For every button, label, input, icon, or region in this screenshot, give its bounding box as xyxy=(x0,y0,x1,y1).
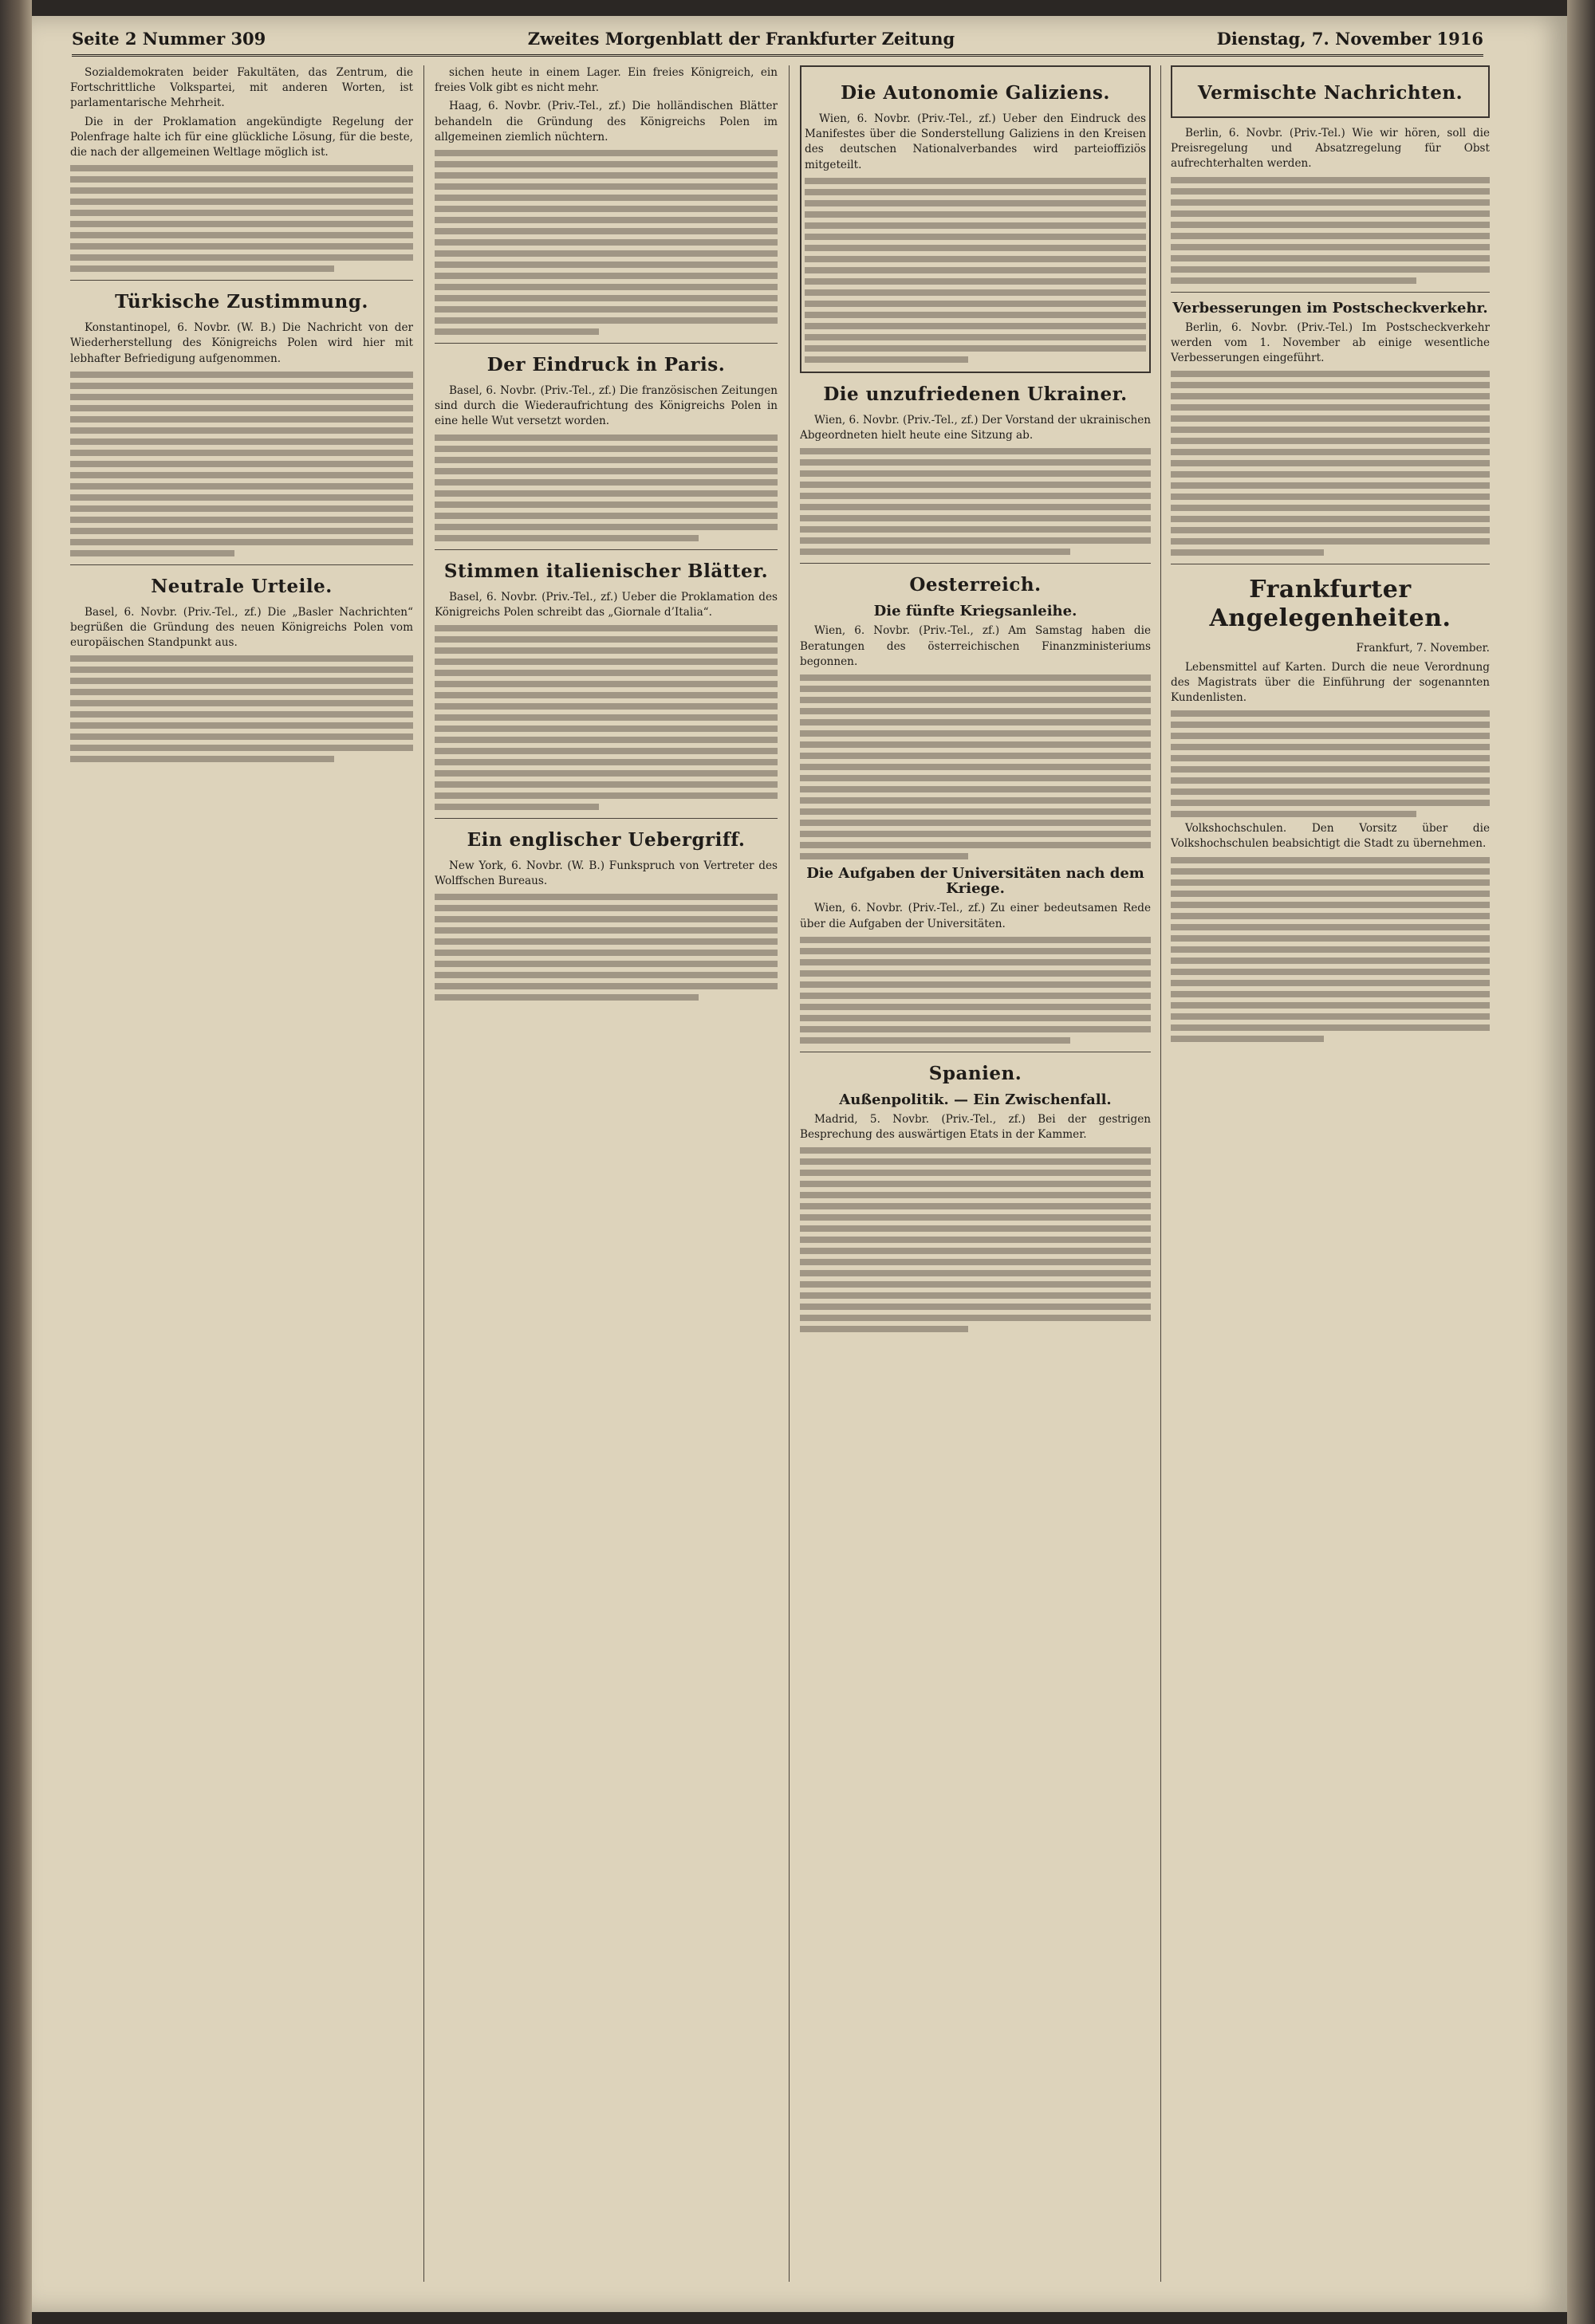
text-line xyxy=(800,549,1070,555)
text-line xyxy=(805,267,1146,273)
filler-text xyxy=(800,1147,1151,1332)
text-line xyxy=(435,670,778,676)
article-text: Berlin, 6. Novbr. (Priv.-Tel.) Im Postscheckverkehr werden vom 1. November ab einige wesentliche Verbesserungen eingeführt. xyxy=(1171,320,1490,365)
boxed-article xyxy=(800,65,1151,373)
text-line xyxy=(800,504,1151,510)
article-text: Madrid, 5. Novbr. (Priv.-Tel., zf.) Bei der gestrigen Besprechung des auswärtigen Etats in der Kammer. xyxy=(800,1113,1151,1142)
page-edge xyxy=(1567,0,1595,2324)
text-line xyxy=(435,328,599,335)
text-line xyxy=(1171,924,1490,930)
text-line xyxy=(800,470,1151,477)
text-line xyxy=(800,448,1151,454)
text-line xyxy=(1171,913,1490,919)
text-line xyxy=(1171,755,1490,761)
text-line xyxy=(70,483,413,490)
text-line xyxy=(1171,449,1490,455)
text-line xyxy=(435,206,778,212)
text-line xyxy=(800,993,1151,999)
filler-text xyxy=(70,372,413,556)
text-line xyxy=(800,1004,1151,1010)
text-line xyxy=(800,1326,968,1332)
text-line xyxy=(435,972,778,978)
text-line xyxy=(800,786,1151,792)
text-line xyxy=(800,797,1151,804)
filler-text xyxy=(800,448,1151,555)
text-line xyxy=(435,927,778,934)
text-line xyxy=(805,345,1146,352)
text-line xyxy=(435,468,778,474)
column-rule xyxy=(789,65,790,2282)
filler-text xyxy=(70,165,413,272)
text-line xyxy=(435,792,778,799)
subheadline: Die Aufgaben der Universitäten nach dem Kriege. xyxy=(806,865,1144,898)
text-line xyxy=(435,195,778,201)
text-line xyxy=(800,1304,1151,1310)
article-text: Berlin, 6. Novbr. (Priv.-Tel.) Wie wir hören, soll die Preisregelung und Absatzregelung für Obst aufrechterhalten werden. xyxy=(1171,127,1490,171)
text-line xyxy=(435,513,778,519)
text-line xyxy=(435,284,778,290)
text-line xyxy=(435,681,778,687)
text-line xyxy=(435,983,778,989)
text-line xyxy=(1171,811,1416,817)
text-line xyxy=(1171,438,1490,444)
headline: Stimmen italienischer Blätter. xyxy=(443,560,769,582)
filler-text xyxy=(800,937,1151,1044)
text-line xyxy=(1171,788,1490,795)
text-line xyxy=(1171,857,1490,863)
text-line xyxy=(800,853,968,859)
text-line xyxy=(435,150,778,156)
text-line xyxy=(800,1147,1151,1154)
text-line xyxy=(435,770,778,777)
text-line xyxy=(800,764,1151,770)
text-line xyxy=(435,759,778,765)
text-line xyxy=(70,199,413,205)
subheadline: Außenpolitik. — Ein Zwischenfall. xyxy=(839,1091,1112,1108)
text-line xyxy=(1171,255,1490,261)
column-rule xyxy=(423,65,424,2282)
text-line xyxy=(800,1015,1151,1021)
text-line xyxy=(435,703,778,710)
text-line xyxy=(800,1203,1151,1209)
binding-gutter xyxy=(0,0,32,2324)
text-line xyxy=(70,405,413,411)
text-line xyxy=(70,667,413,673)
text-line xyxy=(435,172,778,179)
text-line xyxy=(800,674,1151,681)
text-line xyxy=(70,722,413,729)
text-line xyxy=(805,312,1146,318)
text-line xyxy=(1171,266,1490,273)
text-line xyxy=(800,1248,1151,1254)
text-line xyxy=(1171,1036,1324,1042)
text-line xyxy=(805,222,1146,229)
text-line xyxy=(70,678,413,684)
text-line xyxy=(1171,549,1324,556)
text-line xyxy=(435,916,778,922)
text-line xyxy=(70,210,413,216)
text-line xyxy=(805,334,1146,340)
headline: Frankfurter Angelegenheiten. xyxy=(1209,576,1451,633)
filler-text xyxy=(435,894,778,1001)
headline: Neutrale Urteile. xyxy=(151,575,333,597)
text-line xyxy=(435,659,778,665)
text-line xyxy=(1171,538,1490,545)
text-line xyxy=(800,1270,1151,1276)
text-line xyxy=(1171,1002,1490,1009)
text-line xyxy=(1171,482,1490,489)
text-line xyxy=(1171,946,1490,953)
text-line xyxy=(435,479,778,486)
text-line xyxy=(805,178,1146,184)
filler-text xyxy=(435,625,778,810)
filler-text xyxy=(1171,177,1490,284)
article-text: New York, 6. Novbr. (W. B.) Funkspruch von Vertreter des Wolffschen Bureaus. xyxy=(435,859,778,888)
page-number: Seite 2 Nummer 309 xyxy=(72,28,266,49)
text-line xyxy=(70,427,413,434)
column-rule xyxy=(1160,65,1161,2282)
text-line xyxy=(800,708,1151,714)
issue-date: Dienstag, 7. November 1916 xyxy=(1216,28,1483,49)
text-line xyxy=(800,493,1151,499)
text-line xyxy=(1171,969,1490,975)
text-line xyxy=(805,189,1146,195)
text-line xyxy=(1171,744,1490,750)
text-line xyxy=(805,245,1146,251)
text-line xyxy=(800,959,1151,965)
text-line xyxy=(70,243,413,250)
text-line xyxy=(800,1192,1151,1198)
text-line xyxy=(70,187,413,194)
text-line xyxy=(435,714,778,721)
text-line xyxy=(800,1158,1151,1165)
text-line xyxy=(805,356,968,363)
text-line xyxy=(1171,1024,1490,1031)
text-line xyxy=(800,937,1151,943)
text-line xyxy=(800,981,1151,988)
text-line xyxy=(70,394,413,400)
headline: Die unzufriedenen Ukrainer. xyxy=(823,383,1128,405)
text-line xyxy=(435,636,778,643)
text-line xyxy=(1171,210,1490,217)
headline: Ein englischer Uebergriff. xyxy=(467,829,746,851)
text-line xyxy=(800,1225,1151,1232)
text-line xyxy=(435,781,778,788)
text-line xyxy=(435,228,778,234)
text-line xyxy=(1171,722,1490,728)
headline: Der Eindruck in Paris. xyxy=(486,354,726,376)
text-line xyxy=(435,625,778,631)
text-line xyxy=(1171,199,1490,206)
text-line xyxy=(800,1259,1151,1265)
text-line xyxy=(70,711,413,718)
text-line xyxy=(435,894,778,900)
text-line xyxy=(70,450,413,456)
text-line xyxy=(800,1037,1070,1044)
text-line xyxy=(435,905,778,911)
text-line xyxy=(435,804,599,810)
text-line xyxy=(70,505,413,512)
filler-text xyxy=(805,178,1146,363)
article-text: Basel, 6. Novbr. (Priv.-Tel., zf.) Die französischen Zeitungen sind durch die Wiederaufrichtung des Königreichs Polen in eine helle Wut versetzt worden. xyxy=(435,384,778,428)
dateline: Frankfurt, 7. November. xyxy=(1356,642,1490,655)
subheadline: Verbesserungen im Postscheckverkehr. xyxy=(1172,299,1488,317)
text-line xyxy=(1171,188,1490,195)
filler-text xyxy=(1171,857,1490,1042)
text-line xyxy=(435,317,778,324)
text-line xyxy=(800,482,1151,488)
text-line xyxy=(800,730,1151,737)
text-line xyxy=(800,697,1151,703)
text-line xyxy=(435,501,778,508)
text-line xyxy=(1171,516,1490,522)
text-line xyxy=(1171,222,1490,228)
text-line xyxy=(1171,527,1490,533)
text-line xyxy=(1171,777,1490,784)
text-line xyxy=(800,1181,1151,1187)
text-line xyxy=(1171,991,1490,997)
text-line xyxy=(800,741,1151,748)
text-line xyxy=(800,820,1151,826)
text-line xyxy=(800,775,1151,781)
text-line xyxy=(800,686,1151,692)
newspaper-title: Zweites Morgenblatt der Frankfurter Zeitung xyxy=(527,28,955,49)
text-line xyxy=(1171,800,1490,806)
text-line xyxy=(70,539,413,545)
text-line xyxy=(1171,766,1490,773)
text-line xyxy=(70,176,413,183)
text-line xyxy=(1171,415,1490,422)
text-line xyxy=(805,278,1146,285)
text-line xyxy=(70,472,413,478)
text-line xyxy=(1171,427,1490,433)
text-line xyxy=(800,831,1151,837)
column-2 xyxy=(435,65,778,2282)
text-line xyxy=(70,745,413,751)
text-line xyxy=(1171,244,1490,250)
text-line xyxy=(70,550,234,556)
text-line xyxy=(435,748,778,754)
article-text: Lebensmittel auf Karten. Durch die neue Verordnung des Magistrats über die Einführung der sogenannten Kundenlisten. xyxy=(1171,660,1490,705)
text-line xyxy=(435,938,778,945)
filler-text xyxy=(435,435,778,541)
text-line xyxy=(1171,733,1490,739)
headline: Spanien. xyxy=(928,1062,1022,1084)
column-3 xyxy=(800,65,1151,2282)
text-line xyxy=(435,295,778,301)
headline: Die Autonomie Galiziens. xyxy=(841,82,1110,104)
text-line xyxy=(1171,382,1490,388)
text-line xyxy=(435,961,778,967)
text-line xyxy=(435,446,778,452)
text-line xyxy=(435,994,699,1001)
text-line xyxy=(70,655,413,662)
text-line xyxy=(800,753,1151,759)
text-line xyxy=(70,733,413,740)
text-line xyxy=(435,306,778,313)
text-line xyxy=(1171,902,1490,908)
text-line xyxy=(70,700,413,706)
text-line xyxy=(800,948,1151,954)
article-text: Konstantinopel, 6. Novbr. (W. B.) Die Nachricht von der Wiederherstellung des Königreichs Polen wird hier mit lebhafter Befriedigung aufgenommen. xyxy=(70,321,413,365)
text-line xyxy=(800,515,1151,521)
filler-text xyxy=(1171,710,1490,817)
text-line xyxy=(435,261,778,268)
text-line xyxy=(805,301,1146,307)
text-line xyxy=(800,808,1151,815)
text-line xyxy=(800,459,1151,466)
text-line xyxy=(800,1026,1151,1032)
text-line xyxy=(1171,277,1416,284)
text-line xyxy=(70,232,413,238)
text-line xyxy=(435,217,778,223)
text-line xyxy=(70,416,413,423)
text-line xyxy=(805,323,1146,329)
masthead xyxy=(72,22,1483,57)
text-line xyxy=(800,1170,1151,1176)
subheadline: Die fünfte Kriegsanleihe. xyxy=(873,603,1077,620)
text-line xyxy=(70,383,413,389)
text-line xyxy=(70,165,413,171)
article-text: sichen heute in einem Lager. Ein freies Königreich, ein freies Volk gibt es nicht mehr. xyxy=(435,66,778,95)
text-line xyxy=(435,457,778,463)
filler-text xyxy=(1171,371,1490,556)
text-line xyxy=(800,1214,1151,1221)
text-line xyxy=(435,435,778,441)
text-line xyxy=(800,1315,1151,1321)
text-line xyxy=(1171,505,1490,511)
text-line xyxy=(435,524,778,530)
text-line xyxy=(1171,177,1490,183)
text-line xyxy=(1171,1013,1490,1020)
text-line xyxy=(435,950,778,956)
column-4 xyxy=(1171,65,1490,2282)
text-line xyxy=(800,719,1151,726)
text-line xyxy=(435,726,778,732)
text-line xyxy=(1171,958,1490,964)
headline: Vermischte Nachrichten. xyxy=(1197,82,1463,104)
text-line xyxy=(1171,494,1490,500)
boxed-article xyxy=(1171,65,1490,118)
article-text: Basel, 6. Novbr. (Priv.-Tel., zf.) Die „Basler Nachrichten“ begrüßen die Gründung des neuen Königreichs Polen vom europäischen Standpunkt aus. xyxy=(70,605,413,650)
text-line xyxy=(805,200,1146,206)
text-line xyxy=(1171,710,1490,717)
text-line xyxy=(435,490,778,497)
text-line xyxy=(1171,233,1490,239)
text-line xyxy=(805,289,1146,296)
text-line xyxy=(435,161,778,167)
text-line xyxy=(800,970,1151,977)
text-line xyxy=(70,221,413,227)
text-line xyxy=(70,254,413,261)
text-line xyxy=(435,647,778,654)
text-line xyxy=(70,438,413,445)
text-line xyxy=(70,494,413,501)
text-line xyxy=(1171,879,1490,886)
filler-text xyxy=(70,655,413,762)
text-line xyxy=(70,265,334,272)
text-line xyxy=(800,1237,1151,1243)
text-line xyxy=(800,1281,1151,1288)
text-line xyxy=(805,256,1146,262)
filler-text xyxy=(800,674,1151,859)
text-line xyxy=(1171,404,1490,411)
text-line xyxy=(1171,980,1490,986)
column-1 xyxy=(70,65,413,2282)
article-text: Volkshochschulen. Den Vorsitz über die Volkshochschulen beabsichtigt die Stadt zu übernehmen. xyxy=(1171,822,1490,851)
headline: Oesterreich. xyxy=(909,574,1042,596)
text-line xyxy=(1171,393,1490,399)
article-text: Wien, 6. Novbr. (Priv.-Tel., zf.) Am Samstag haben die Beratungen des österreichischen Finanzministeriums begonnen. xyxy=(800,624,1151,668)
text-line xyxy=(1171,891,1490,897)
text-line xyxy=(435,273,778,279)
article-text: Wien, 6. Novbr. (Priv.-Tel., zf.) Ueber den Eindruck des Manifestes über die Sonderstellung Galiziens in den Kreisen des deutschen Nationalverbandes wird parteioffiziös mitgeteilt. xyxy=(805,112,1146,171)
article-text: Die in der Proklamation angekündigte Regelung der Polenfrage halte ich für eine glückliche Lösung, für die beste, die nach der allgemeinen Weltlage möglich ist. xyxy=(70,115,413,159)
text-line xyxy=(800,842,1151,848)
article-text: Wien, 6. Novbr. (Priv.-Tel., zf.) Zu einer bedeutsamen Rede über die Aufgaben der Universitäten. xyxy=(800,902,1151,930)
text-line xyxy=(70,756,334,762)
text-line xyxy=(435,183,778,190)
text-line xyxy=(435,239,778,246)
text-line xyxy=(70,517,413,523)
text-line xyxy=(1171,371,1490,377)
text-line xyxy=(435,692,778,698)
text-line xyxy=(800,1292,1151,1299)
text-line xyxy=(1171,471,1490,478)
article-text: Wien, 6. Novbr. (Priv.-Tel., zf.) Der Vorstand der ukrainischen Abgeordneten hielt heute eine Sitzung ab. xyxy=(800,413,1151,442)
article-text: Basel, 6. Novbr. (Priv.-Tel., zf.) Ueber die Proklamation des Königreichs Polen schreibt das „Giornale d’Italia“. xyxy=(435,590,778,619)
text-line xyxy=(435,737,778,743)
filler-text xyxy=(435,150,778,335)
text-line xyxy=(805,211,1146,218)
text-line xyxy=(70,372,413,378)
article-text: Sozialdemokraten beider Fakultäten, das Zentrum, die Fortschrittliche Volkspartei, mit anderen Worten, ist parlamentarische Mehrheit. xyxy=(70,66,413,110)
text-line xyxy=(1171,935,1490,942)
text-line xyxy=(1171,868,1490,875)
text-line xyxy=(70,461,413,467)
text-line xyxy=(435,535,699,541)
text-line xyxy=(800,526,1151,533)
text-line xyxy=(435,250,778,257)
text-line xyxy=(70,689,413,695)
article-text: Haag, 6. Novbr. (Priv.-Tel., zf.) Die holländischen Blätter behandeln die Gründung des Königreichs Polen im allgemeinen ziemlich nüchtern. xyxy=(435,100,778,144)
text-line xyxy=(70,528,413,534)
text-line xyxy=(800,537,1151,544)
text-line xyxy=(805,234,1146,240)
text-line xyxy=(1171,460,1490,466)
headline: Türkische Zustimmung. xyxy=(115,291,368,313)
